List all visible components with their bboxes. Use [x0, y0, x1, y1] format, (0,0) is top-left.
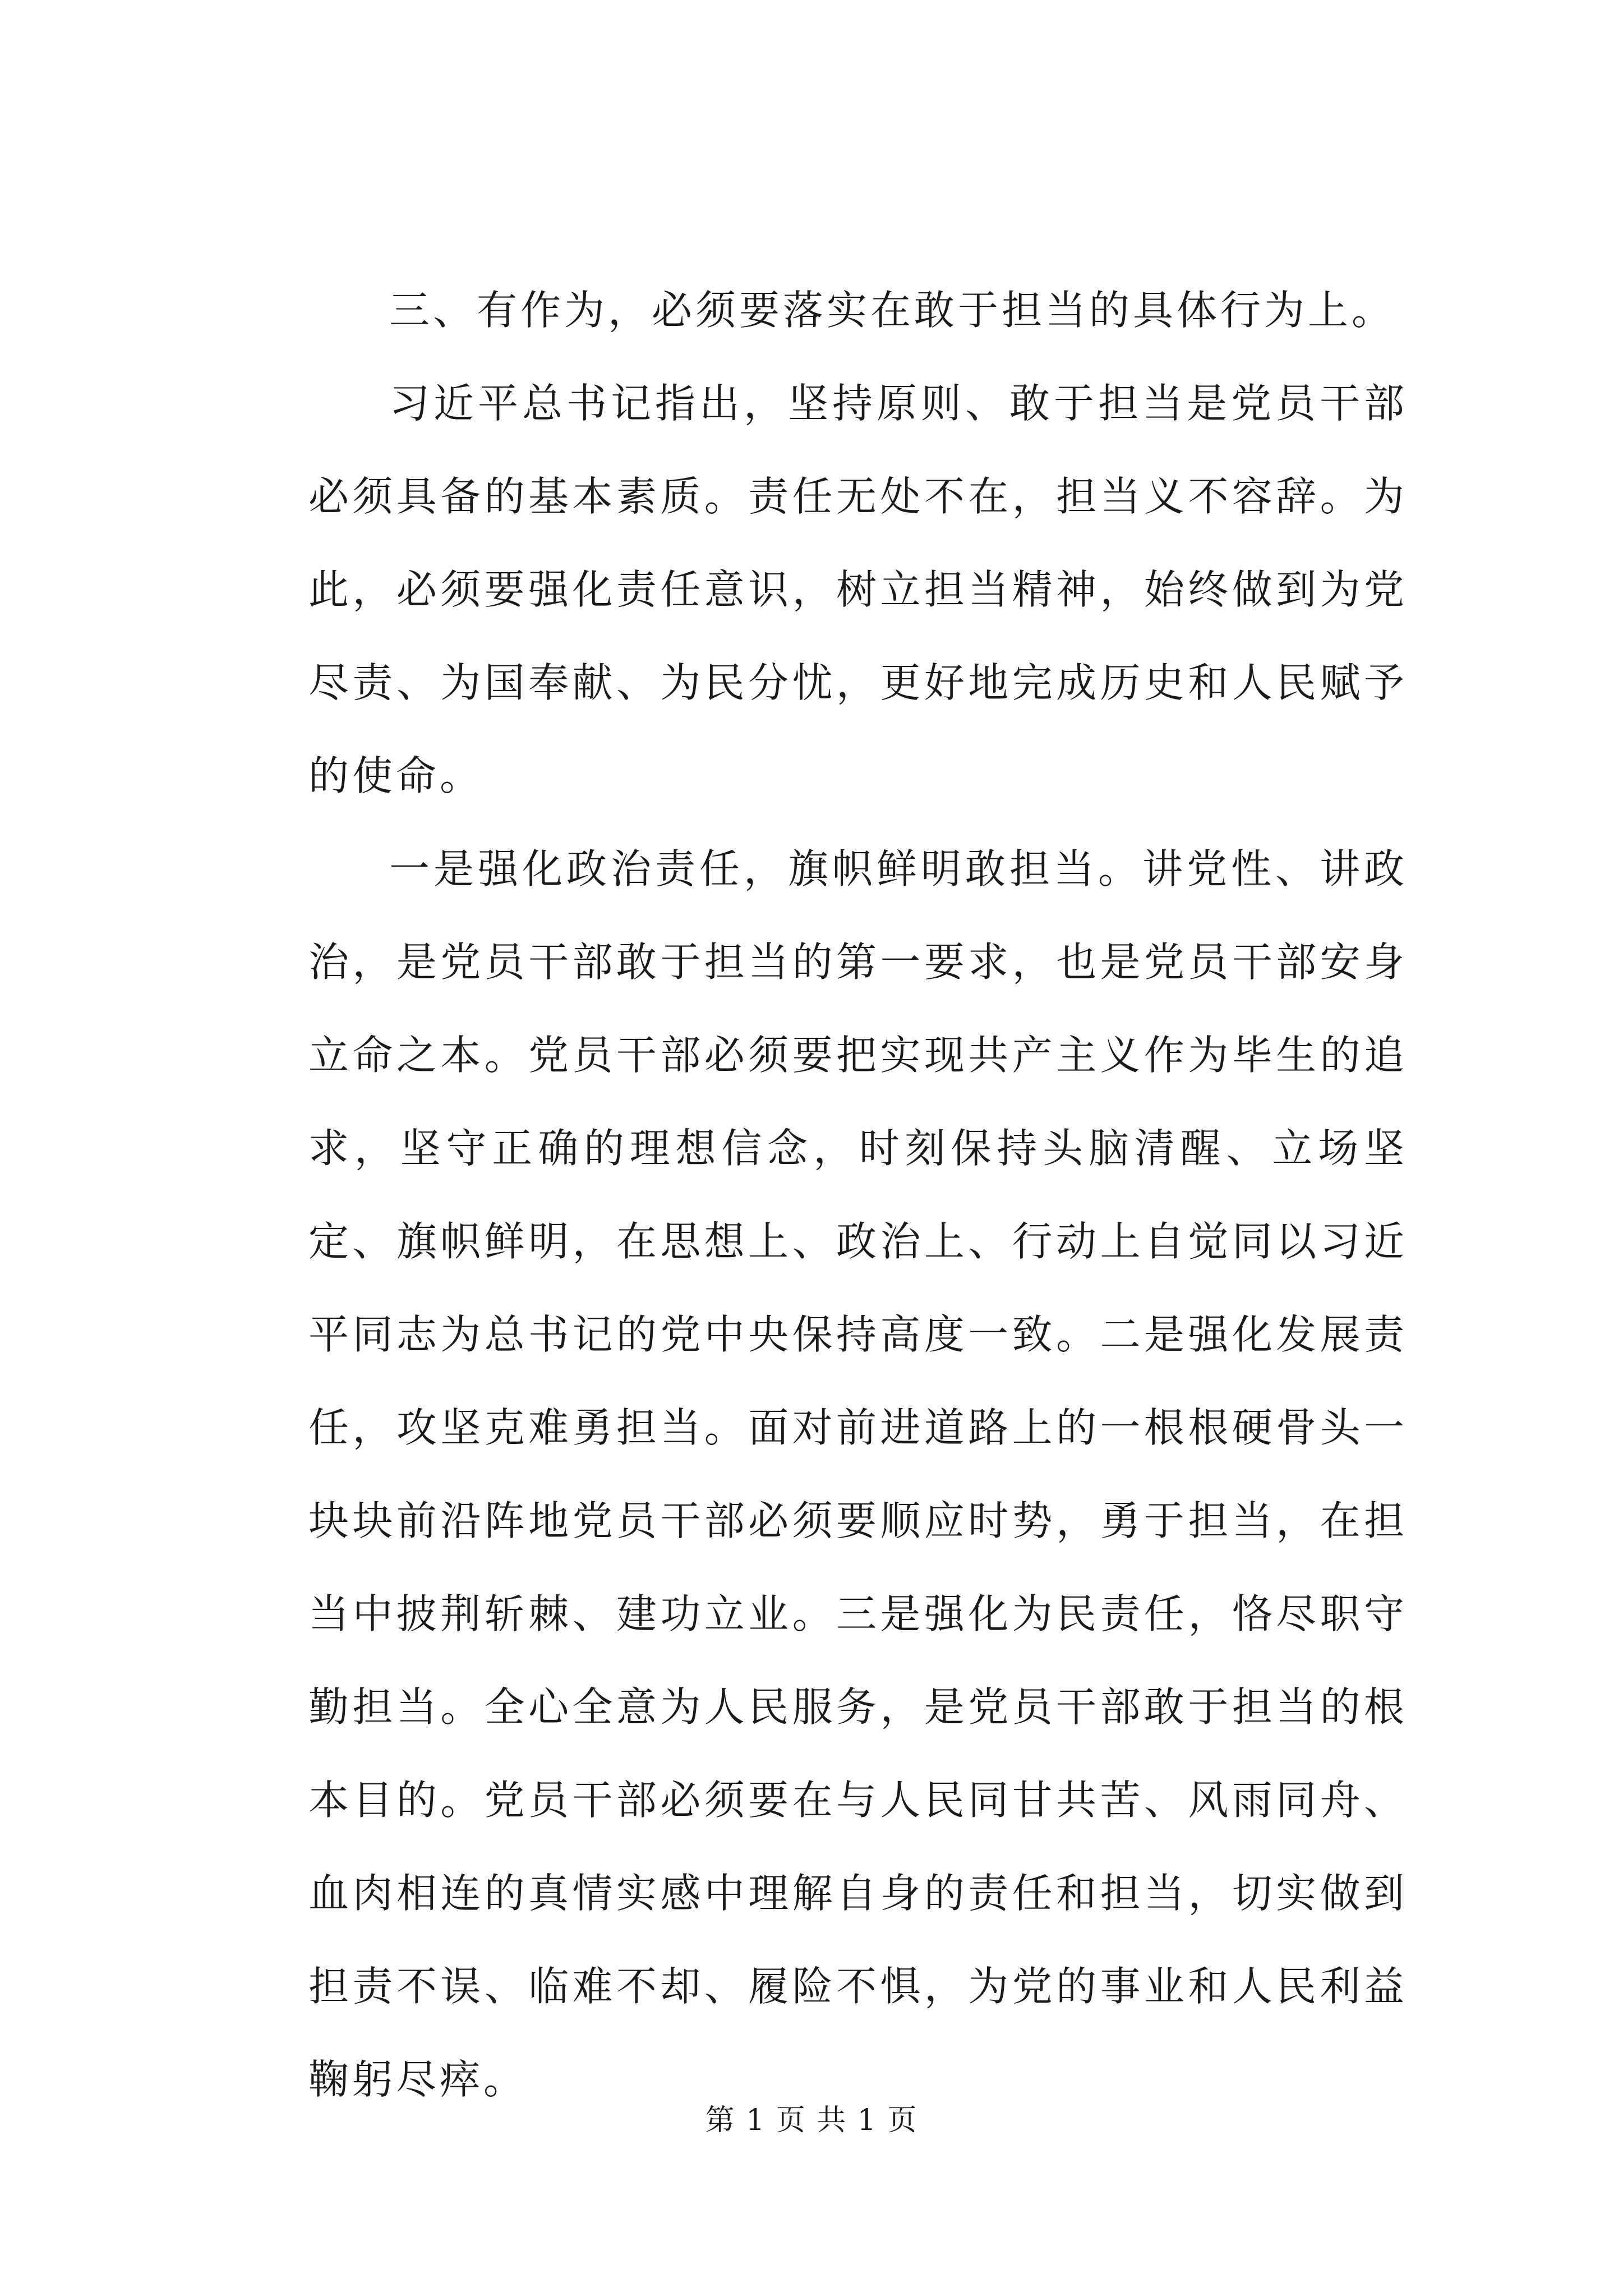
paragraph: 习近平总书记指出，坚持原则、敢于担当是党员干部必须具备的基本素质。责任无处不在，担当义不容辞。为此，必须要强化责任意识，树立担当精神，始终做到为党尽责、为国奉献、为民分忧，更好地完成历史和人民赋予的使命。 [308, 380, 1408, 799]
paragraph: 一是强化政治责任，旗帜鲜明敢担当。讲党性、讲政治，是党员干部敢于担当的第一要求，也是党员干部安身立命之本。党员干部必须要把实现共产主义作为毕生的追求，坚守正确的理想信念，时刻保持头脑清醒、立场坚定、旗帜鲜明，在思想上、政治上、行动上自觉同以习近平同志为总书记的党中央保持高度一致。二是强化发展责任，攻坚克难勇担当。面对前进道路上的一根根硬骨头一块块前沿阵地党员干部必须要顺应时势，勇于担当，在担当中披荆斩棘、建功立业。三是强化为民责任，恪尽职守勤担当。全心全意为人民服务，是党员干部敢于担当的根本目的。党员干部必须要在与人民同甘共苦、风雨同舟、血肉相连的真情实感中理解自身的责任和担当，切实做到担责不误、临难不却、履险不惧，为党的事业和人民利益鞠躬尽瘁。 [308, 845, 1408, 2103]
document-body [308, 264, 1408, 2126]
page-footer: 第 1 页 共 1 页 [705, 2104, 918, 2137]
section-heading: 三、有作为，必须要落实在敢于担当的具体行为上。 [389, 287, 1396, 334]
